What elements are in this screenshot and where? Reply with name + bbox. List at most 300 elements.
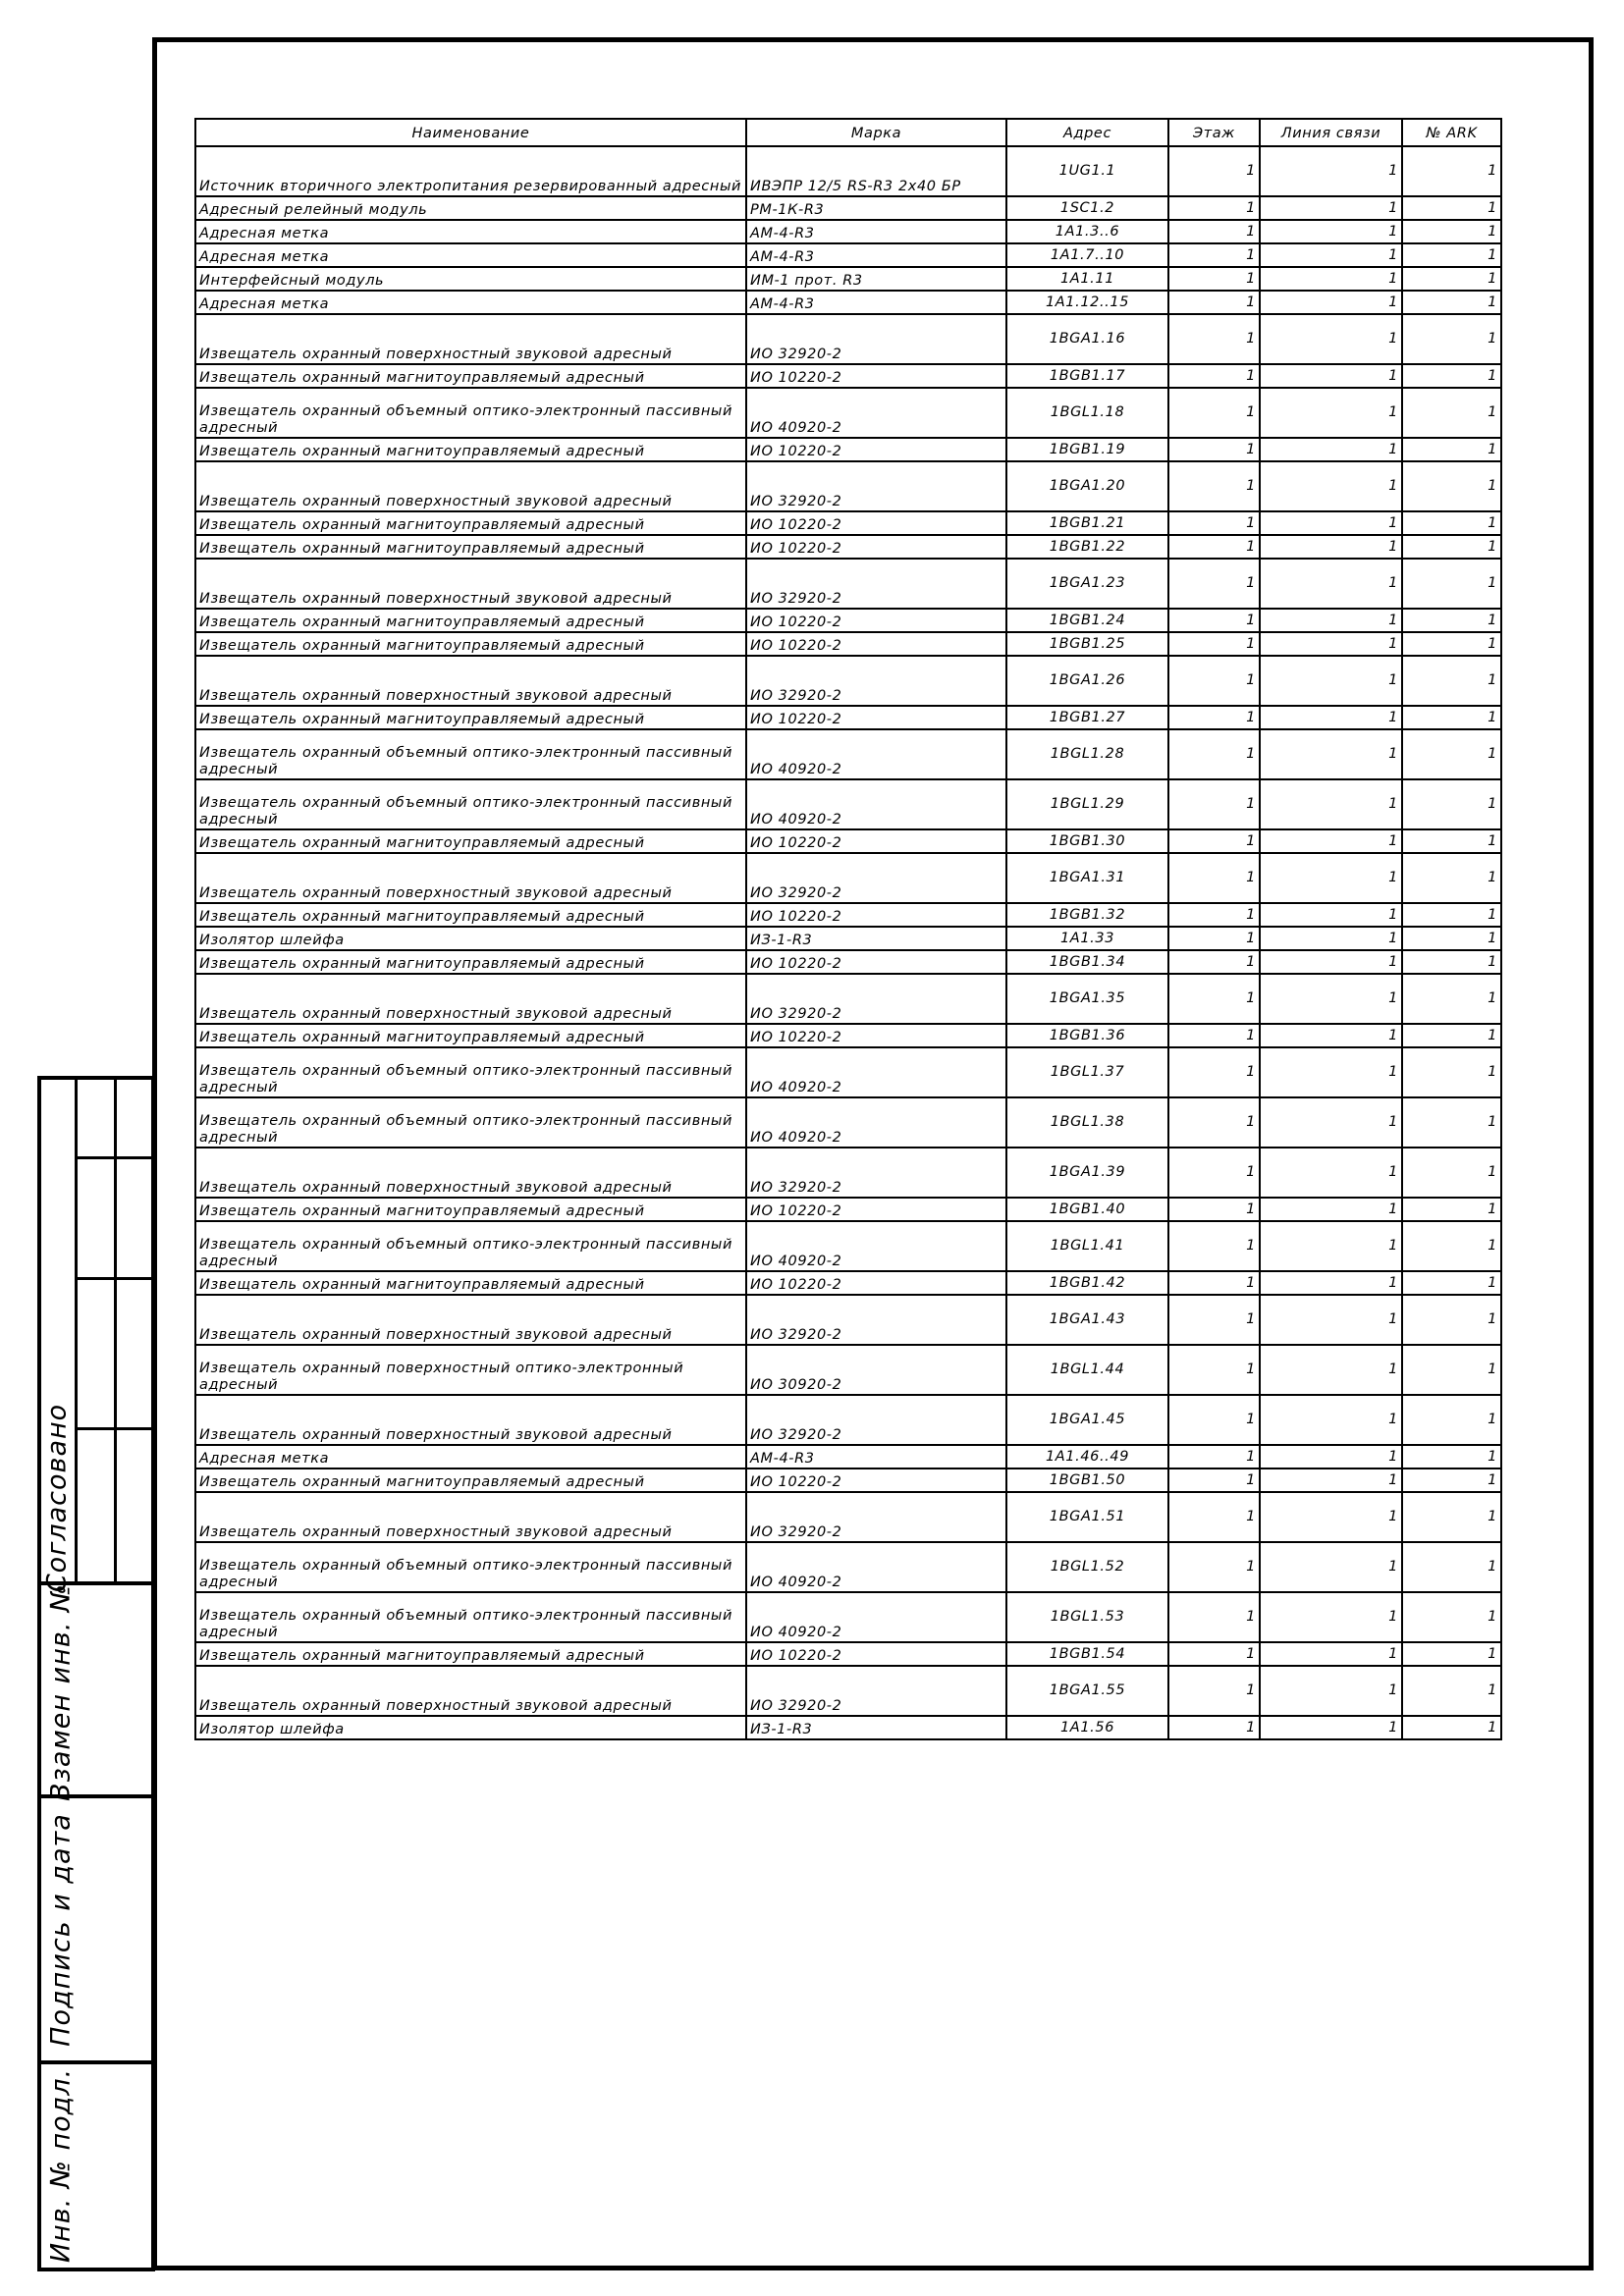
cell-mark: ИО 10220-2 — [746, 1468, 1006, 1492]
cell-address: 1A1.3..6 — [1006, 220, 1168, 243]
cell-floor: 1 — [1168, 314, 1260, 364]
cell-mark: АМ-4-R3 — [746, 291, 1006, 314]
cell-ark: 1 — [1402, 779, 1501, 829]
cell-ark: 1 — [1402, 1271, 1501, 1295]
cell-line: 1 — [1260, 829, 1402, 853]
cell-floor: 1 — [1168, 779, 1260, 829]
cell-ark: 1 — [1402, 559, 1501, 609]
cell-ark: 1 — [1402, 729, 1501, 779]
cell-address: 1BGB1.40 — [1006, 1198, 1168, 1221]
cell-mark: ИО 10220-2 — [746, 950, 1006, 974]
cell-floor: 1 — [1168, 535, 1260, 559]
table-header-row — [195, 119, 1501, 146]
cell-floor: 1 — [1168, 927, 1260, 950]
table-row — [195, 243, 1501, 267]
cell-mark: ИЗ-1-R3 — [746, 1716, 1006, 1739]
cell-mark: ИО 30920-2 — [746, 1345, 1006, 1395]
cell-name: Источник вторичного электропитания резервированный адресный — [195, 146, 746, 196]
cell-name: Извещатель охранный поверхностный звуковой адресный — [195, 559, 746, 609]
cell-line: 1 — [1260, 1345, 1402, 1395]
table-row — [195, 559, 1501, 609]
cell-floor: 1 — [1168, 1542, 1260, 1592]
cell-address: 1BGA1.26 — [1006, 656, 1168, 706]
cell-floor: 1 — [1168, 1492, 1260, 1542]
cell-address: 1BGL1.38 — [1006, 1097, 1168, 1148]
cell-ark: 1 — [1402, 535, 1501, 559]
table-row — [195, 314, 1501, 364]
cell-ark: 1 — [1402, 974, 1501, 1024]
table-row — [195, 729, 1501, 779]
cell-name: Извещатель охранный поверхностный звуковой адресный — [195, 853, 746, 903]
cell-mark: ИО 32920-2 — [746, 974, 1006, 1024]
cell-ark: 1 — [1402, 314, 1501, 364]
cell-ark: 1 — [1402, 1716, 1501, 1739]
cell-line: 1 — [1260, 1642, 1402, 1666]
cell-mark: ИО 40920-2 — [746, 1097, 1006, 1148]
table-row — [195, 364, 1501, 388]
cell-address: 1BGB1.24 — [1006, 609, 1168, 632]
table-row — [195, 1345, 1501, 1395]
cell-mark: ИО 10220-2 — [746, 609, 1006, 632]
cell-floor: 1 — [1168, 388, 1260, 438]
cell-line: 1 — [1260, 388, 1402, 438]
cell-line: 1 — [1260, 1198, 1402, 1221]
cell-address: 1UG1.1 — [1006, 146, 1168, 196]
cell-address: 1BGB1.50 — [1006, 1468, 1168, 1492]
cell-line: 1 — [1260, 535, 1402, 559]
cell-address: 1BGA1.20 — [1006, 461, 1168, 511]
cell-mark: ИО 32920-2 — [746, 461, 1006, 511]
cell-floor: 1 — [1168, 1271, 1260, 1295]
cell-mark: АМ-4-R3 — [746, 1445, 1006, 1468]
table-row — [195, 146, 1501, 196]
cell-line: 1 — [1260, 1542, 1402, 1592]
table-row — [195, 853, 1501, 903]
cell-line: 1 — [1260, 1592, 1402, 1642]
cell-floor: 1 — [1168, 1047, 1260, 1097]
cell-line: 1 — [1260, 1047, 1402, 1097]
cell-line: 1 — [1260, 243, 1402, 267]
cell-ark: 1 — [1402, 1445, 1501, 1468]
table-row — [195, 1271, 1501, 1295]
cell-line: 1 — [1260, 1221, 1402, 1271]
cell-ark: 1 — [1402, 1468, 1501, 1492]
cell-address: 1BGB1.27 — [1006, 706, 1168, 729]
cell-ark: 1 — [1402, 438, 1501, 461]
cell-name: Извещатель охранный магнитоуправляемый адресный — [195, 1198, 746, 1221]
cell-name: Извещатель охранный поверхностный оптико-электронный адресный — [195, 1345, 746, 1395]
table-row — [195, 950, 1501, 974]
cell-mark: ИО 10220-2 — [746, 364, 1006, 388]
cell-address: 1BGL1.52 — [1006, 1542, 1168, 1592]
cell-address: 1BGL1.53 — [1006, 1592, 1168, 1642]
cell-name: Изолятор шлейфа — [195, 1716, 746, 1739]
cell-mark: АМ-4-R3 — [746, 243, 1006, 267]
table-row — [195, 267, 1501, 291]
cell-ark: 1 — [1402, 1097, 1501, 1148]
cell-floor: 1 — [1168, 364, 1260, 388]
cell-name: Извещатель охранный поверхностный звуковой адресный — [195, 1295, 746, 1345]
cell-floor: 1 — [1168, 220, 1260, 243]
agreed-label: Согласовано — [41, 1403, 73, 1593]
cell-ark: 1 — [1402, 609, 1501, 632]
cell-name: Извещатель охранный магнитоуправляемый адресный — [195, 829, 746, 853]
table-row — [195, 1148, 1501, 1198]
cell-name: Извещатель охранный магнитоуправляемый адресный — [195, 535, 746, 559]
cell-ark: 1 — [1402, 267, 1501, 291]
cell-mark: ИО 40920-2 — [746, 1221, 1006, 1271]
cell-floor: 1 — [1168, 511, 1260, 535]
cell-name: Извещатель охранный магнитоуправляемый адресный — [195, 1271, 746, 1295]
cell-address: 1BGA1.55 — [1006, 1666, 1168, 1716]
cell-floor: 1 — [1168, 243, 1260, 267]
cell-mark: ИО 10220-2 — [746, 706, 1006, 729]
cell-floor: 1 — [1168, 903, 1260, 927]
cell-ark: 1 — [1402, 632, 1501, 656]
specification-table — [194, 118, 1502, 1740]
cell-mark: ИО 32920-2 — [746, 314, 1006, 364]
cell-name: Интерфейсный модуль — [195, 267, 746, 291]
cell-mark: ИО 10220-2 — [746, 511, 1006, 535]
cell-address: 1BGA1.23 — [1006, 559, 1168, 609]
table-row — [195, 1395, 1501, 1445]
cell-floor: 1 — [1168, 974, 1260, 1024]
cell-name: Извещатель охранный объемный оптико-электронный пассивный адресный — [195, 779, 746, 829]
cell-floor: 1 — [1168, 146, 1260, 196]
cell-ark: 1 — [1402, 1047, 1501, 1097]
cell-line: 1 — [1260, 461, 1402, 511]
cell-floor: 1 — [1168, 1468, 1260, 1492]
inv-original-label: Инв. № подл. — [45, 2067, 77, 2264]
cell-address: 1BGA1.16 — [1006, 314, 1168, 364]
cell-floor: 1 — [1168, 559, 1260, 609]
cell-address: 1BGB1.30 — [1006, 829, 1168, 853]
cell-name: Извещатель охранный поверхностный звуковой адресный — [195, 1395, 746, 1445]
table-row — [195, 903, 1501, 927]
cell-line: 1 — [1260, 1097, 1402, 1148]
cell-name: Извещатель охранный магнитоуправляемый адресный — [195, 609, 746, 632]
cell-mark: ИО 40920-2 — [746, 388, 1006, 438]
cell-name: Извещатель охранный поверхностный звуковой адресный — [195, 461, 746, 511]
cell-line: 1 — [1260, 779, 1402, 829]
cell-ark: 1 — [1402, 853, 1501, 903]
cell-line: 1 — [1260, 364, 1402, 388]
cell-ark: 1 — [1402, 1395, 1501, 1445]
cell-address: 1BGA1.39 — [1006, 1148, 1168, 1198]
cell-mark: ИО 32920-2 — [746, 1295, 1006, 1345]
cell-name: Извещатель охранный поверхностный звуковой адресный — [195, 656, 746, 706]
cell-ark: 1 — [1402, 511, 1501, 535]
cell-mark: РМ-1К-R3 — [746, 196, 1006, 220]
cell-line: 1 — [1260, 1445, 1402, 1468]
cell-name: Извещатель охранный магнитоуправляемый адресный — [195, 903, 746, 927]
cell-address: 1BGL1.44 — [1006, 1345, 1168, 1395]
cell-line: 1 — [1260, 267, 1402, 291]
cell-mark: ИО 10220-2 — [746, 1024, 1006, 1047]
cell-ark: 1 — [1402, 1221, 1501, 1271]
cell-floor: 1 — [1168, 1024, 1260, 1047]
cell-mark: ИО 10220-2 — [746, 535, 1006, 559]
cell-mark: ИО 32920-2 — [746, 1492, 1006, 1542]
table-row — [195, 974, 1501, 1024]
cell-name: Извещатель охранный магнитоуправляемый адресный — [195, 950, 746, 974]
cell-address: 1BGB1.36 — [1006, 1024, 1168, 1047]
header-name: Наименование — [195, 119, 746, 146]
cell-name: Извещатель охранный объемный оптико-электронный пассивный адресный — [195, 729, 746, 779]
cell-ark: 1 — [1402, 461, 1501, 511]
cell-name: Извещатель охранный объемный оптико-электронный пассивный адресный — [195, 1592, 746, 1642]
cell-ark: 1 — [1402, 146, 1501, 196]
cell-floor: 1 — [1168, 1445, 1260, 1468]
header-address: Адрес — [1006, 119, 1168, 146]
cell-ark: 1 — [1402, 903, 1501, 927]
cell-name: Извещатель охранный магнитоуправляемый адресный — [195, 438, 746, 461]
cell-line: 1 — [1260, 1148, 1402, 1198]
cell-floor: 1 — [1168, 706, 1260, 729]
cell-floor: 1 — [1168, 461, 1260, 511]
table-row — [195, 1492, 1501, 1542]
cell-address: 1BGA1.45 — [1006, 1395, 1168, 1445]
table-row — [195, 1592, 1501, 1642]
cell-floor: 1 — [1168, 1716, 1260, 1739]
table-row — [195, 609, 1501, 632]
table-row — [195, 927, 1501, 950]
table-row — [195, 196, 1501, 220]
cell-ark: 1 — [1402, 243, 1501, 267]
cell-address: 1A1.12..15 — [1006, 291, 1168, 314]
cell-ark: 1 — [1402, 1492, 1501, 1542]
cell-name: Извещатель охранный объемный оптико-электронный пассивный адресный — [195, 1047, 746, 1097]
cell-mark: ИМ-1 прот. R3 — [746, 267, 1006, 291]
cell-line: 1 — [1260, 609, 1402, 632]
cell-line: 1 — [1260, 1468, 1402, 1492]
header-line: Линия связи — [1260, 119, 1402, 146]
table-row — [195, 1666, 1501, 1716]
replaced-inv-label: Взамен инв. № — [45, 1583, 77, 1801]
cell-name: Извещатель охранный объемный оптико-электронный пассивный адресный — [195, 1221, 746, 1271]
cell-address: 1BGL1.41 — [1006, 1221, 1168, 1271]
cell-mark: ИЗ-1-R3 — [746, 927, 1006, 950]
cell-mark: ИО 10220-2 — [746, 829, 1006, 853]
cell-floor: 1 — [1168, 1295, 1260, 1345]
cell-line: 1 — [1260, 632, 1402, 656]
cell-mark: ИО 10220-2 — [746, 1642, 1006, 1666]
cell-ark: 1 — [1402, 950, 1501, 974]
cell-line: 1 — [1260, 559, 1402, 609]
cell-address: 1SC1.2 — [1006, 196, 1168, 220]
table-row — [195, 1642, 1501, 1666]
header-mark: Марка — [746, 119, 1006, 146]
cell-mark: ИО 40920-2 — [746, 729, 1006, 779]
cell-address: 1BGA1.35 — [1006, 974, 1168, 1024]
cell-name: Адресная метка — [195, 1445, 746, 1468]
cell-ark: 1 — [1402, 1542, 1501, 1592]
cell-floor: 1 — [1168, 950, 1260, 974]
table-row — [195, 461, 1501, 511]
cell-name: Извещатель охранный поверхностный звуковой адресный — [195, 1666, 746, 1716]
table-row — [195, 1024, 1501, 1047]
cell-mark: ИО 40920-2 — [746, 1047, 1006, 1097]
cell-ark: 1 — [1402, 196, 1501, 220]
table-row — [195, 1198, 1501, 1221]
cell-name: Извещатель охранный поверхностный звуковой адресный — [195, 974, 746, 1024]
cell-ark: 1 — [1402, 364, 1501, 388]
cell-mark: ИО 10220-2 — [746, 438, 1006, 461]
table-row — [195, 1468, 1501, 1492]
cell-name: Извещатель охранный объемный оптико-электронный пассивный адресный — [195, 1542, 746, 1592]
cell-address: 1A1.46..49 — [1006, 1445, 1168, 1468]
header-floor: Этаж — [1168, 119, 1260, 146]
cell-floor: 1 — [1168, 267, 1260, 291]
table-row — [195, 535, 1501, 559]
cell-line: 1 — [1260, 146, 1402, 196]
table-row — [195, 1047, 1501, 1097]
signature-date-label: Подпись и дата — [45, 1813, 77, 2047]
cell-floor: 1 — [1168, 609, 1260, 632]
cell-ark: 1 — [1402, 1024, 1501, 1047]
cell-name: Адресный релейный модуль — [195, 196, 746, 220]
cell-mark: ИО 40920-2 — [746, 1592, 1006, 1642]
cell-ark: 1 — [1402, 1592, 1501, 1642]
cell-floor: 1 — [1168, 196, 1260, 220]
table-row — [195, 779, 1501, 829]
cell-mark: ИО 32920-2 — [746, 656, 1006, 706]
table-row — [195, 388, 1501, 438]
table-row — [195, 291, 1501, 314]
cell-line: 1 — [1260, 656, 1402, 706]
cell-line: 1 — [1260, 1395, 1402, 1445]
cell-mark: ИО 10220-2 — [746, 903, 1006, 927]
cell-ark: 1 — [1402, 1642, 1501, 1666]
cell-ark: 1 — [1402, 291, 1501, 314]
cell-line: 1 — [1260, 1271, 1402, 1295]
table-row — [195, 656, 1501, 706]
table-row — [195, 1097, 1501, 1148]
cell-floor: 1 — [1168, 1666, 1260, 1716]
cell-floor: 1 — [1168, 632, 1260, 656]
table-row — [195, 829, 1501, 853]
table-row — [195, 706, 1501, 729]
cell-name: Извещатель охранный магнитоуправляемый адресный — [195, 1642, 746, 1666]
cell-line: 1 — [1260, 511, 1402, 535]
cell-line: 1 — [1260, 706, 1402, 729]
cell-floor: 1 — [1168, 1221, 1260, 1271]
cell-address: 1BGB1.54 — [1006, 1642, 1168, 1666]
cell-line: 1 — [1260, 903, 1402, 927]
cell-line: 1 — [1260, 220, 1402, 243]
cell-address: 1BGB1.22 — [1006, 535, 1168, 559]
cell-address: 1BGL1.18 — [1006, 388, 1168, 438]
cell-name: Извещатель охранный поверхностный звуковой адресный — [195, 1148, 746, 1198]
cell-address: 1BGB1.25 — [1006, 632, 1168, 656]
cell-ark: 1 — [1402, 220, 1501, 243]
cell-line: 1 — [1260, 314, 1402, 364]
cell-ark: 1 — [1402, 829, 1501, 853]
cell-floor: 1 — [1168, 1642, 1260, 1666]
cell-mark: ИВЭПР 12/5 RS-R3 2х40 БР — [746, 146, 1006, 196]
cell-address: 1BGB1.32 — [1006, 903, 1168, 927]
cell-line: 1 — [1260, 1024, 1402, 1047]
cell-floor: 1 — [1168, 1198, 1260, 1221]
table-row — [195, 632, 1501, 656]
cell-floor: 1 — [1168, 1148, 1260, 1198]
table-body — [195, 146, 1501, 1739]
cell-address: 1BGA1.43 — [1006, 1295, 1168, 1345]
cell-line: 1 — [1260, 291, 1402, 314]
cell-line: 1 — [1260, 1295, 1402, 1345]
approval-sidebar — [37, 1076, 155, 2271]
table-row — [195, 1221, 1501, 1271]
cell-address: 1A1.11 — [1006, 267, 1168, 291]
cell-name: Адресная метка — [195, 243, 746, 267]
cell-name: Извещатель охранный объемный оптико-электронный пассивный адресный — [195, 388, 746, 438]
cell-mark: ИО 40920-2 — [746, 1542, 1006, 1592]
cell-name: Извещатель охранный поверхностный звуковой адресный — [195, 314, 746, 364]
cell-line: 1 — [1260, 950, 1402, 974]
cell-ark: 1 — [1402, 1666, 1501, 1716]
cell-floor: 1 — [1168, 1592, 1260, 1642]
cell-address: 1BGL1.37 — [1006, 1047, 1168, 1097]
cell-address: 1A1.33 — [1006, 927, 1168, 950]
cell-floor: 1 — [1168, 1395, 1260, 1445]
cell-line: 1 — [1260, 438, 1402, 461]
cell-name: Извещатель охранный магнитоуправляемый адресный — [195, 511, 746, 535]
cell-mark: ИО 32920-2 — [746, 1666, 1006, 1716]
cell-line: 1 — [1260, 1666, 1402, 1716]
table-row — [195, 438, 1501, 461]
cell-name: Извещатель охранный поверхностный звуковой адресный — [195, 1492, 746, 1542]
cell-ark: 1 — [1402, 1345, 1501, 1395]
cell-name: Извещатель охранный магнитоуправляемый адресный — [195, 706, 746, 729]
cell-address: 1A1.56 — [1006, 1716, 1168, 1739]
cell-floor: 1 — [1168, 656, 1260, 706]
cell-address: 1BGA1.51 — [1006, 1492, 1168, 1542]
cell-mark: ИО 32920-2 — [746, 853, 1006, 903]
cell-name: Извещатель охранный объемный оптико-электронный пассивный адресный — [195, 1097, 746, 1148]
cell-ark: 1 — [1402, 1295, 1501, 1345]
table-row — [195, 1716, 1501, 1739]
cell-mark: ИО 40920-2 — [746, 779, 1006, 829]
table-row — [195, 1295, 1501, 1345]
cell-line: 1 — [1260, 853, 1402, 903]
cell-mark: ИО 10220-2 — [746, 1271, 1006, 1295]
cell-ark: 1 — [1402, 1198, 1501, 1221]
cell-floor: 1 — [1168, 291, 1260, 314]
cell-name: Извещатель охранный магнитоуправляемый адресный — [195, 632, 746, 656]
cell-address: 1BGL1.28 — [1006, 729, 1168, 779]
cell-ark: 1 — [1402, 1148, 1501, 1198]
cell-name: Извещатель охранный магнитоуправляемый адресный — [195, 1468, 746, 1492]
cell-line: 1 — [1260, 729, 1402, 779]
cell-ark: 1 — [1402, 656, 1501, 706]
cell-name: Адресная метка — [195, 220, 746, 243]
cell-address: 1BGA1.31 — [1006, 853, 1168, 903]
cell-line: 1 — [1260, 196, 1402, 220]
header-ark: № ARK — [1402, 119, 1501, 146]
table-row — [195, 511, 1501, 535]
cell-line: 1 — [1260, 927, 1402, 950]
cell-floor: 1 — [1168, 829, 1260, 853]
cell-name: Извещатель охранный магнитоуправляемый адресный — [195, 1024, 746, 1047]
cell-address: 1BGL1.29 — [1006, 779, 1168, 829]
cell-mark: ИО 32920-2 — [746, 559, 1006, 609]
cell-ark: 1 — [1402, 927, 1501, 950]
cell-line: 1 — [1260, 1716, 1402, 1739]
cell-line: 1 — [1260, 974, 1402, 1024]
cell-name: Извещатель охранный магнитоуправляемый адресный — [195, 364, 746, 388]
cell-ark: 1 — [1402, 388, 1501, 438]
cell-floor: 1 — [1168, 1345, 1260, 1395]
